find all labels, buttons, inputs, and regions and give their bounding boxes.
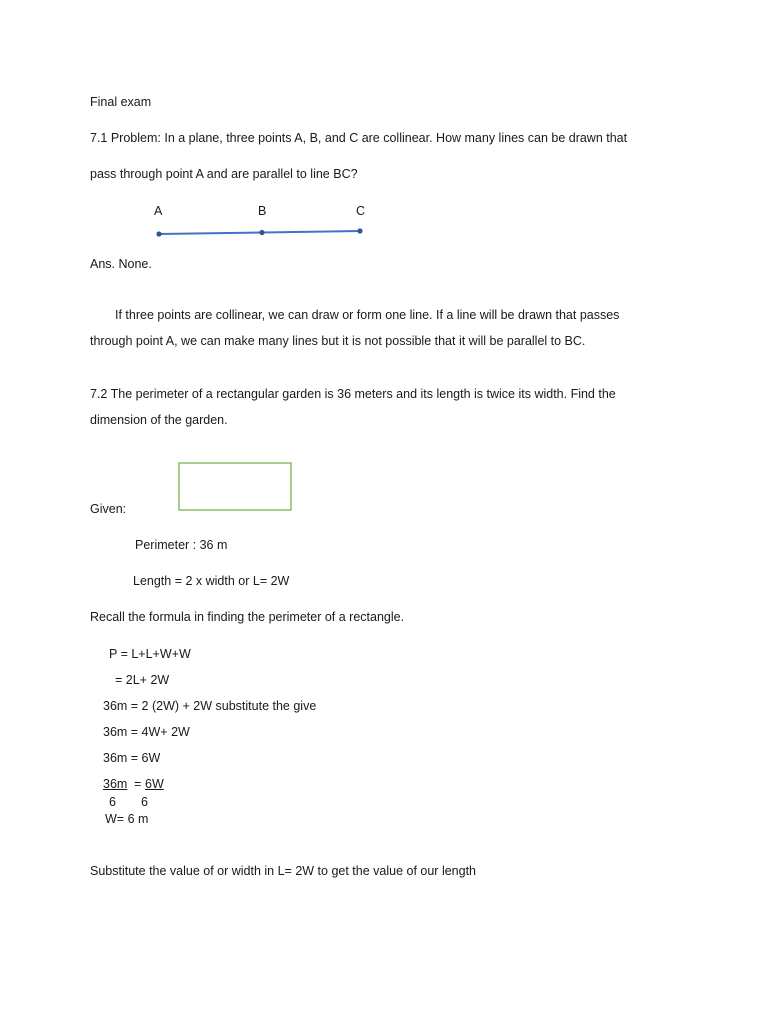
question-7-2-line-2: dimension of the garden.	[90, 413, 228, 427]
fraction-numerator-right: 6W	[145, 777, 164, 791]
document-title: Final exam	[90, 95, 152, 109]
step-3: 36m = 2 (2W) + 2W substitute the give	[103, 699, 317, 713]
given-label: Given:	[90, 502, 127, 516]
explanation-line-2: through point A, we can make many lines but it is not possible that it will be parallel to BC.	[90, 334, 586, 348]
point-label-a: A	[154, 204, 163, 218]
step-1: P = L+L+W+W	[109, 647, 191, 661]
given-perimeter: Perimeter : 36 m	[135, 538, 228, 552]
question-7-1-line-2: pass through point A and are parallel to line BC?	[90, 167, 358, 181]
width-result: W= 6 m	[105, 812, 149, 826]
fraction-denominator-left: 6	[109, 795, 116, 809]
given-length: Length = 2 x width or L= 2W	[133, 574, 290, 588]
fraction-denominator-right: 6	[141, 795, 148, 809]
explanation-line-1: If three points are collinear, we can draw or form one line. If a line will be drawn that passes	[115, 308, 620, 322]
fraction-numerator-left: 36m	[103, 777, 128, 791]
point-label-c: C	[356, 204, 366, 218]
rectangle-shape	[179, 463, 291, 510]
collinear-points-diagram	[150, 222, 370, 242]
point-b	[259, 230, 264, 235]
step-4: 36m = 4W+ 2W	[103, 725, 190, 739]
point-label-b: B	[258, 204, 267, 218]
recall-formula-text: Recall the formula in finding the perimeter of a rectangle.	[90, 610, 405, 624]
substitute-text: Substitute the value of or width in L= 2W to get the value of our length	[90, 864, 477, 878]
fraction-equals: =	[134, 777, 142, 791]
garden-rectangle	[178, 462, 294, 514]
point-a	[156, 231, 161, 236]
point-c	[357, 228, 362, 233]
question-7-1-line-1: 7.1 Problem: In a plane, three points A, B, and C are collinear. How many lines can be drawn that	[90, 131, 628, 145]
step-2: = 2L+ 2W	[115, 673, 170, 687]
answer-7-1: Ans. None.	[90, 257, 152, 271]
step-5: 36m = 6W	[103, 751, 161, 765]
question-7-2-line-1: 7.2 The perimeter of a rectangular garden is 36 meters and its length is twice its width. Find the	[90, 387, 616, 401]
